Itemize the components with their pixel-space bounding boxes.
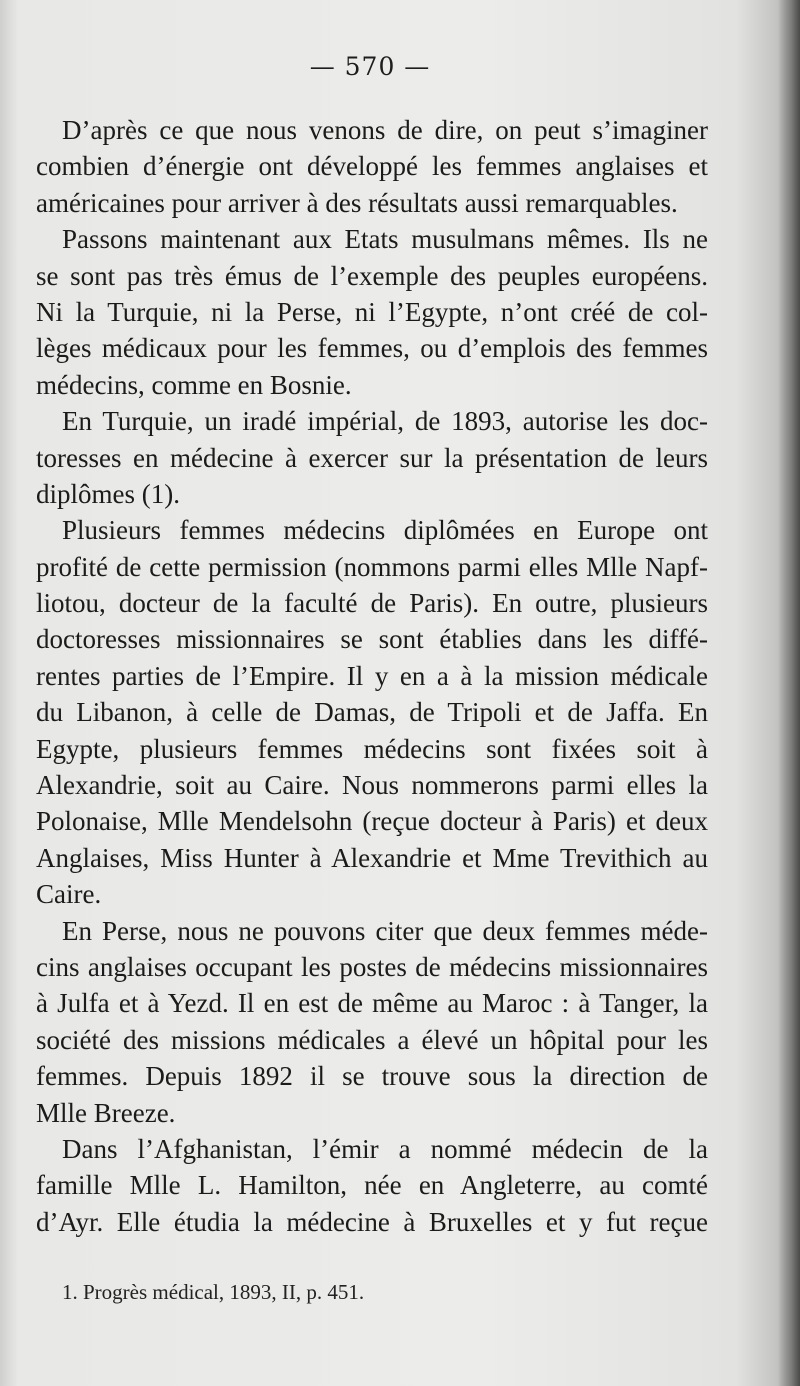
text-line: médecins, comme en Bosnie. [36, 369, 352, 400]
body-text [36, 112, 708, 1240]
text-line: du Libanon, à celle de Damas, de Tripoli et de Jaffa. En [36, 697, 708, 728]
text-line: combien d’énergie ont développé les femmes anglaises et [36, 151, 708, 182]
text-line: famille Mlle L. Hamilton, née en Angleterre, au comté [36, 1170, 708, 1201]
text-line: Ni la Turquie, ni la Perse, ni l’Egypte, n’ont créé de col- [36, 296, 708, 327]
text-line: Mlle Breeze. [36, 1097, 176, 1128]
text-line: Plusieurs femmes médecins diplômées en Europe ont [62, 515, 708, 546]
footnote: 1. Progrès médical, 1893, II, p. 451. [62, 1280, 365, 1304]
text-line: doctoresses missionnaires se sont établies dans les diffé- [36, 624, 708, 655]
text-line: société des missions médicales a élevé un hôpital pour les [36, 1024, 708, 1055]
text-line: D’après ce que nous venons de dire, on peut s’imaginer [62, 115, 708, 145]
text-line: En Perse, nous ne pouvons citer que deux femmes méde- [62, 915, 708, 946]
text-line: rentes parties de l’Empire. Il y en a à la mission médicale [36, 660, 708, 691]
text-line: d’Ayr. Elle étudia la médecine à Bruxelles et y fut reçue [36, 1206, 708, 1237]
text-line: cins anglaises occupant les postes de médecins missionnaires [36, 951, 708, 982]
text-line: Caire. [36, 879, 102, 910]
text-line: américaines pour arriver à des résultats aussi remarquables. [36, 187, 678, 218]
text-line: Anglaises, Miss Hunter à Alexandrie et Mme Trevithich au [36, 842, 708, 873]
page-edge-shadow [778, 0, 800, 1386]
text-line: Polonaise, Mlle Mendelsohn (reçue docteur à Paris) et deux [36, 806, 708, 837]
text-line: diplômes (1). [36, 478, 180, 509]
text-line: Egypte, plusieurs femmes médecins sont fixées soit à [36, 733, 708, 764]
text-line: En Turquie, un iradé impérial, de 1893, autorise les doc- [62, 406, 708, 437]
text-line: Alexandrie, soit au Caire. Nous nommerons parmi elles la [36, 770, 708, 801]
text-line: liotou, docteur de la faculté de Paris). En outre, plusieurs [36, 588, 708, 619]
text-line: Passons maintenant aux Etats musulmans mêmes. Ils ne [62, 224, 708, 255]
text-line: lèges médicaux pour les femmes, ou d’emplois des femmes [36, 333, 708, 364]
text-line: Dans l’Afghanistan, l’émir a nommé médecin de la [62, 1133, 708, 1164]
text-line: femmes. Depuis 1892 il se trouve sous la direction de [36, 1061, 708, 1092]
text-line: à Julfa et à Yezd. Il en est de même au Maroc : à Tanger, la [36, 988, 708, 1019]
text-line: toresses en médecine à exercer sur la présentation de leurs [36, 442, 708, 473]
text-line: profité de cette permission (nommons parmi elles Mlle Napf- [36, 551, 708, 582]
page-number: — 570 — [309, 52, 431, 81]
text-line: se sont pas très émus de l’exemple des peuples européens. [36, 260, 708, 291]
